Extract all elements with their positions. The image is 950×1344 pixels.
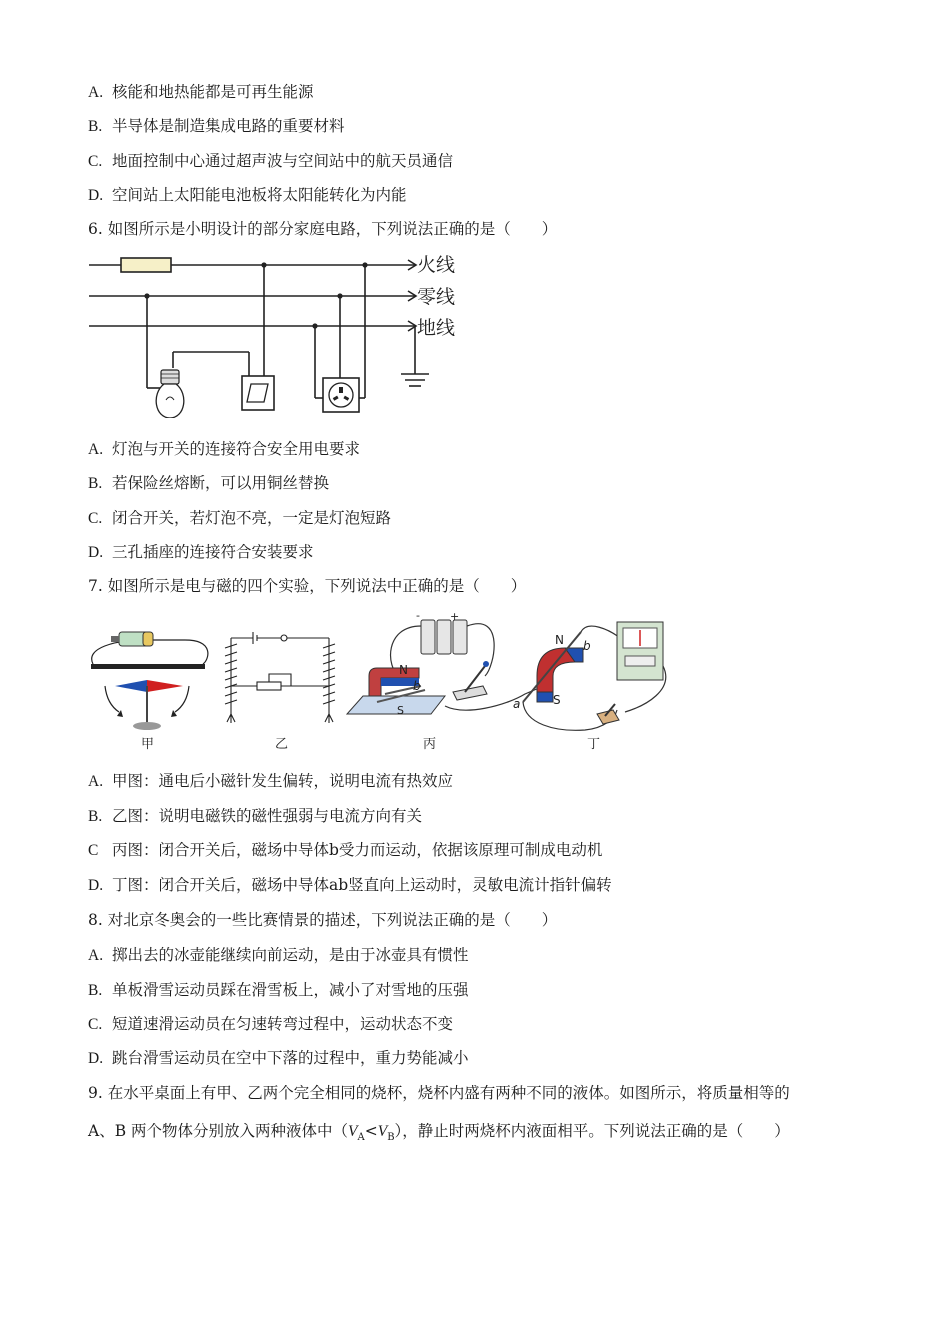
switch-icon: [242, 376, 274, 410]
motor-principle-experiment-icon: [347, 620, 553, 714]
oersted-experiment-icon: [91, 632, 208, 730]
label-ground-wire: 地线: [417, 317, 456, 339]
label-s-bing: S: [397, 704, 404, 717]
light-bulb-icon: [156, 370, 184, 418]
label-b-ding: b: [583, 639, 591, 653]
q7-option-b: B. 乙图：说明电磁铁的磁性强弱与电流方向有关: [88, 807, 423, 825]
fuse-icon: [121, 258, 171, 272]
q6-stem: 6. 如图所示是小明设计的部分家庭电路，下列说法正确的是（ ）: [88, 220, 558, 238]
q8-option-b: B. 单板滑雪运动员踩在滑雪板上，减小了对雪地的压强: [88, 981, 469, 999]
caption-jia: 甲: [141, 737, 155, 752]
electromagnet-experiment-icon: [225, 632, 335, 723]
label-a-ding: a: [513, 697, 521, 711]
q5-option-c: C. 地面控制中心通过超声波与空间站中的航天员通信: [88, 152, 454, 170]
q5-option-b: B. 半导体是制造集成电路的重要材料: [88, 117, 345, 135]
electromagnetism-figure: [85, 606, 675, 756]
label-s-ding: S: [553, 693, 561, 707]
q9-stem-line1: 9. 在水平桌面上有甲、乙两个完全相同的烧杯，烧杯内盛有两种不同的液体。如图所示，将质量相等的: [88, 1084, 790, 1102]
q7-option-d: D. 丁图：闭合开关后，磁场中导体ab竖直向上运动时，灵敏电流计指针偏转: [88, 876, 612, 894]
label-n-ding: N: [555, 633, 564, 647]
q5-option-d: D. 空间站上太阳能电池板将太阳能转化为内能: [88, 186, 407, 204]
induction-experiment-icon: [523, 622, 666, 730]
label-minus: -: [416, 609, 420, 622]
q8-option-a: A. 掷出去的冰壶能继续向前运动，是由于冰壶具有惯性: [88, 946, 469, 964]
label-live-wire: 火线: [417, 254, 456, 276]
q9-stem-line2: A、B 两个物体分别放入两种液体中$(V_A<V_B)$，静止时两烧杯内液面相平。下列说法正确的是（ ）: [88, 1122, 790, 1144]
three-hole-socket-icon: [323, 378, 359, 412]
q7-option-a: A. 甲图：通电后小磁针发生偏转，说明电流有热效应: [88, 772, 454, 790]
q6-option-d: D. 三孔插座的连接符合安装要求: [88, 543, 314, 561]
label-plus: +: [450, 610, 460, 623]
q8-option-d: D. 跳台滑雪运动员在空中下落的过程中，重力势能减小: [88, 1049, 469, 1067]
q8-option-c: C. 短道速滑运动员在匀速转弯过程中，运动状态不变: [88, 1015, 454, 1033]
q6-option-c: C. 闭合开关，若灯泡不亮，一定是灯泡短路: [88, 509, 392, 527]
label-n-bing: N: [399, 663, 408, 677]
q7-stem: 7. 如图所示是电与磁的四个实验，下列说法中正确的是（ ）: [88, 577, 527, 595]
label-b-bing: b: [413, 679, 421, 693]
caption-yi: 乙: [275, 737, 289, 752]
caption-bing: 丙: [423, 737, 437, 752]
household-circuit-figure: [85, 248, 475, 418]
label-neutral-wire: 零线: [417, 286, 456, 308]
q6-option-a: A. 灯泡与开关的连接符合安全用电要求: [88, 440, 361, 458]
q5-option-a: A. 核能和地热能都是可再生能源: [88, 83, 314, 101]
q8-stem: 8. 对北京冬奥会的一些比赛情景的描述，下列说法正确的是（ ）: [88, 911, 558, 929]
q7-option-c: C 丙图：闭合开关后，磁场中导体b受力而运动，依据该原理可制成电动机: [88, 841, 603, 859]
q6-option-b: B. 若保险丝熔断，可以用铜丝替换: [88, 474, 330, 492]
caption-ding: 丁: [587, 737, 601, 752]
